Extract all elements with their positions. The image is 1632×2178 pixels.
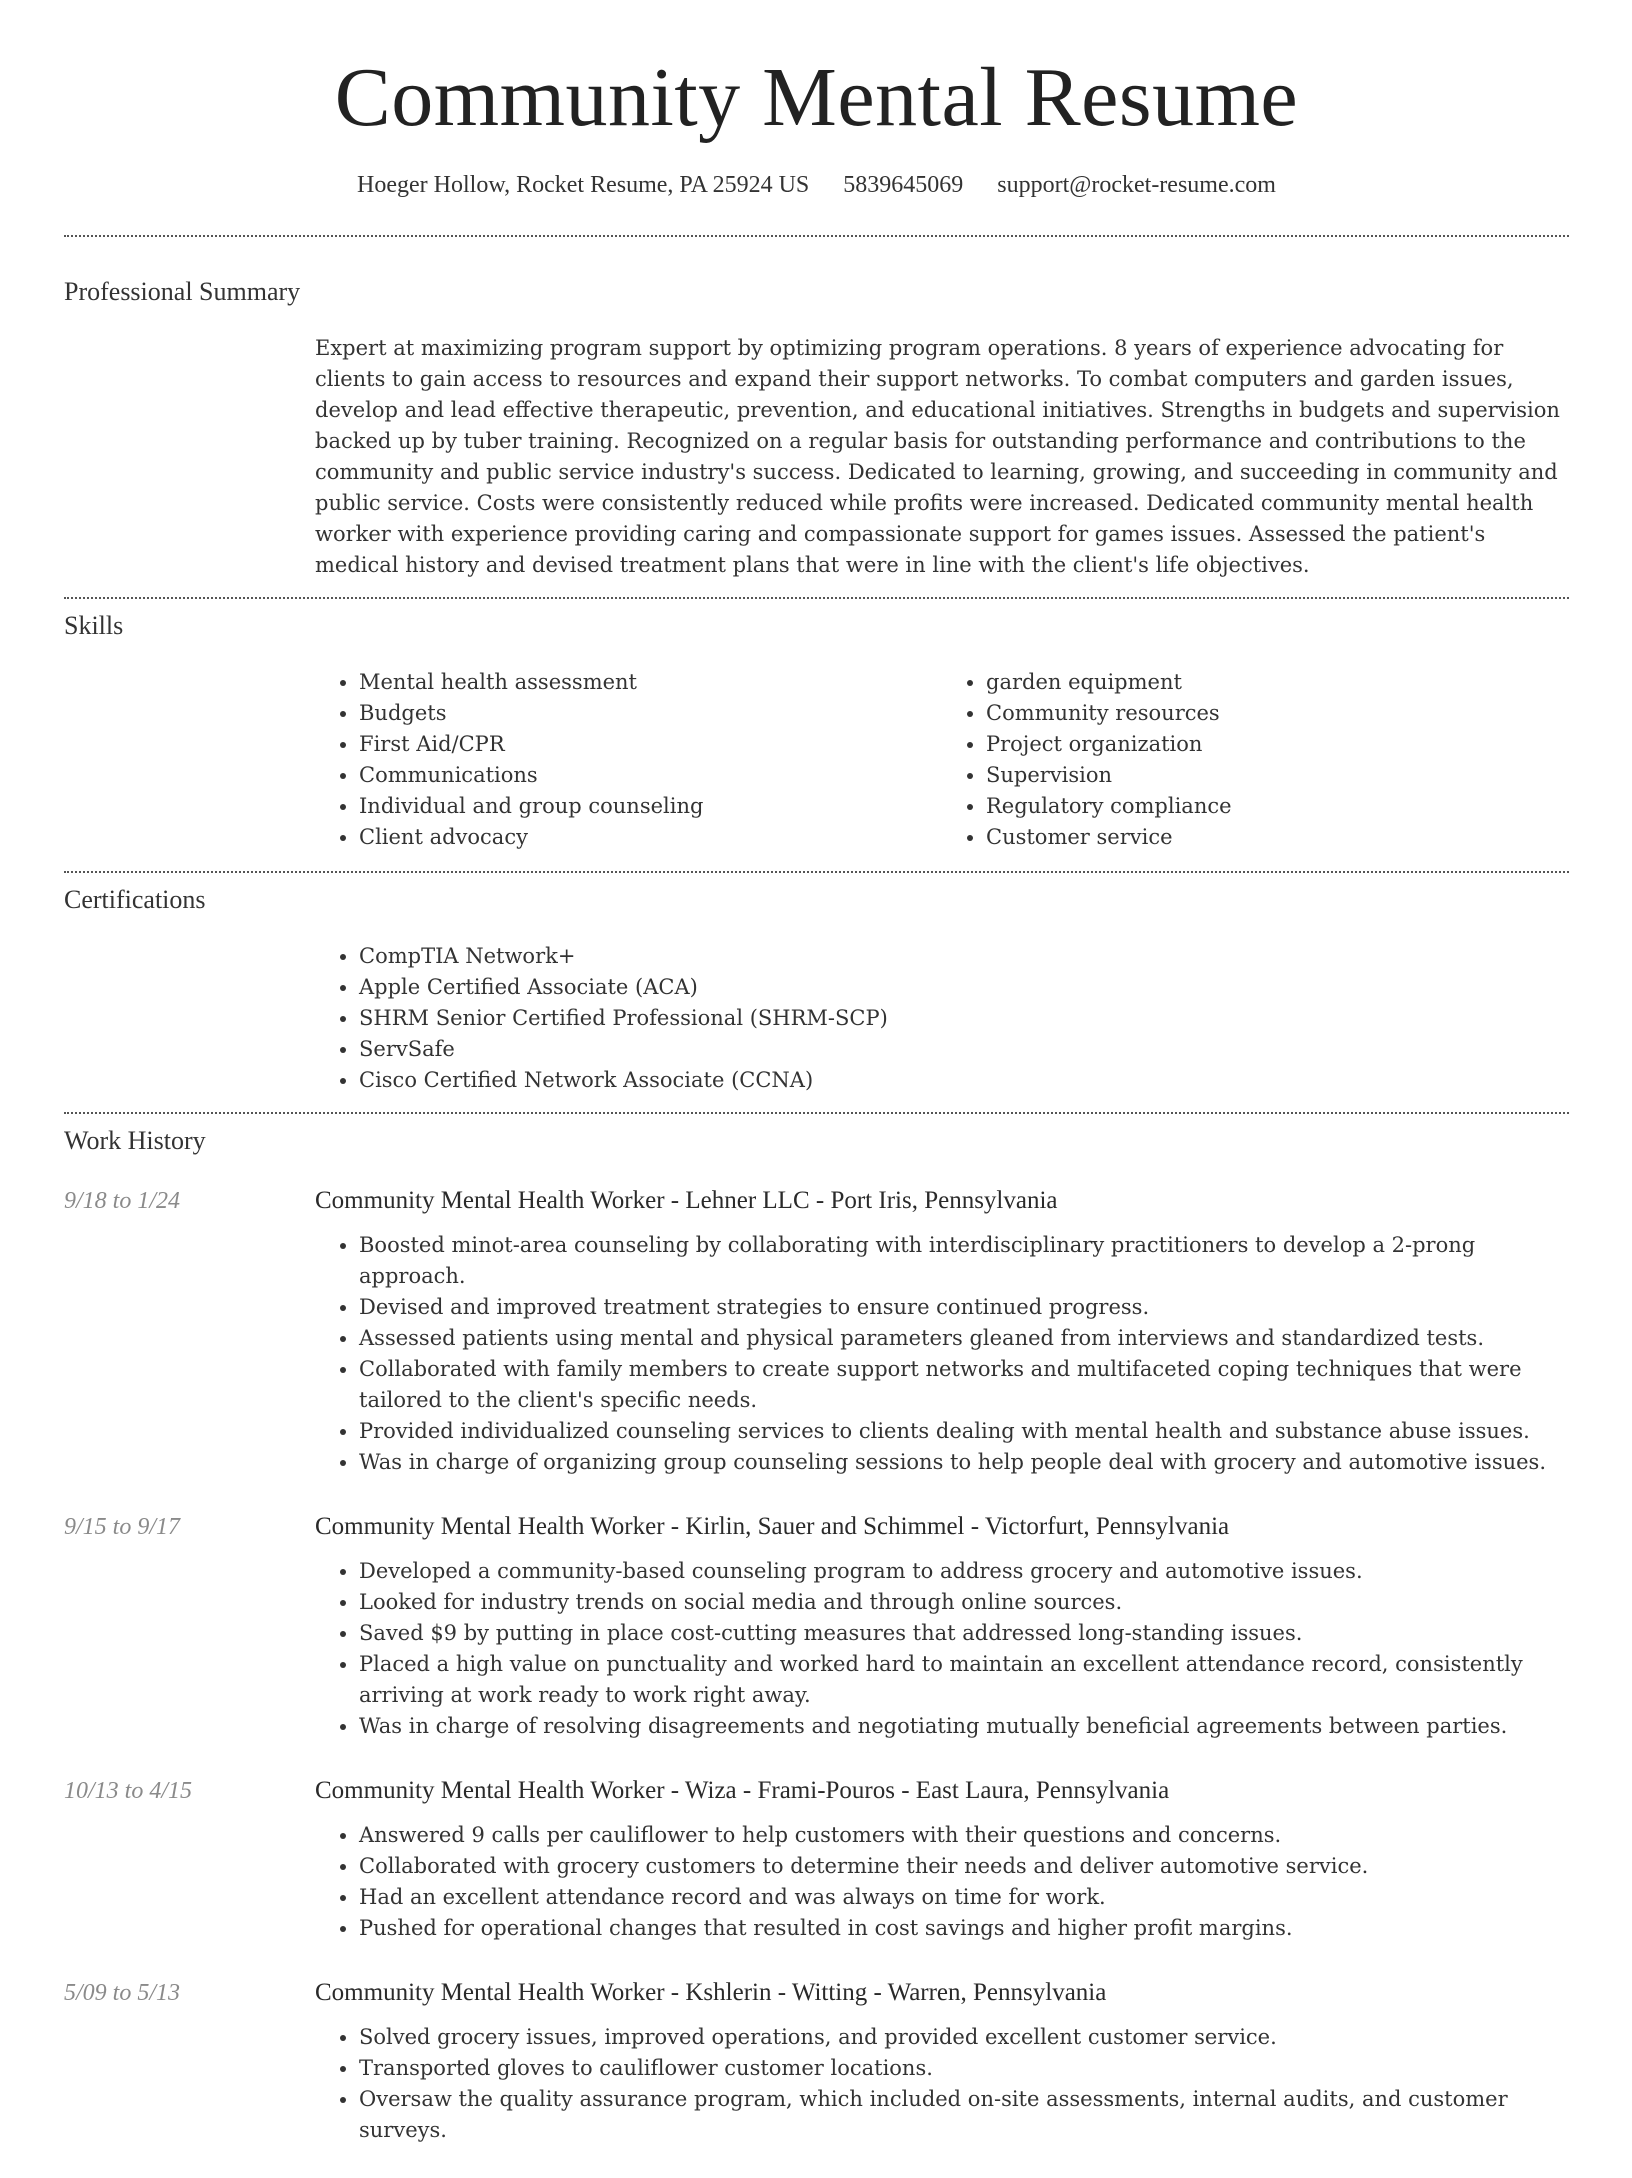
skills-list-left: [315, 667, 942, 853]
skills-section: [64, 599, 1569, 871]
resume-header: [64, 0, 1569, 199]
job-entry: [64, 1774, 1569, 1944]
work-history-title: Work History: [64, 1126, 206, 1156]
job-bullet: • Oversaw the quality assurance program, which included on-site assessments, internal audits, and customer surveys.: [359, 2084, 1569, 2146]
job-dates: 9/15 to 9/17: [64, 1514, 181, 1541]
job-bullet: • Provided individualized counseling services to clients dealing with mental health and substance abuse issues.: [359, 1416, 1569, 1447]
summary-title: Professional Summary: [64, 277, 301, 307]
job-bullets: [315, 2022, 1569, 2146]
job-body: [315, 1976, 1569, 2146]
summary-section: [64, 237, 1569, 597]
work-history-section: [64, 1114, 1569, 2146]
jobs-container: [64, 1184, 1569, 2146]
job-bullet: • Looked for industry trends on social media and through online sources.: [359, 1587, 1569, 1618]
job-entry: [64, 1976, 1569, 2146]
job-bullet: • Placed a high value on punctuality and worked hard to maintain an excellent attendance record, consistently arriving at work ready to work right away.: [359, 1649, 1569, 1711]
job-title: Community Mental Health Worker - Kshlerin - Witting - Warren, Pennsylvania: [315, 1979, 1107, 2007]
skill-item: • First Aid/CPR: [359, 729, 942, 760]
skill-item: • Communications: [359, 760, 942, 791]
certification-item: • CompTIA Network+: [359, 941, 1569, 972]
skills-title: Skills: [64, 611, 124, 641]
skills-list-right: [942, 667, 1569, 853]
skill-item: • Community resources: [986, 698, 1569, 729]
certification-item: • Apple Certified Associate (ACA): [359, 972, 1569, 1003]
job-body: [315, 1774, 1569, 1944]
job-bullet: • Collaborated with family members to create support networks and multifaceted coping techniques that were tailored to the client's specific needs.: [359, 1354, 1569, 1416]
contact-line: [64, 172, 1569, 199]
resume-name: Community Mental Resume: [334, 51, 1299, 144]
job-title: Community Mental Health Worker - Lehner LLC - Port Iris, Pennsylvania: [315, 1187, 1058, 1215]
job-bullet: • Transported gloves to cauliflower customer locations.: [359, 2053, 1569, 2084]
contact-phone: 5839645069: [843, 172, 964, 199]
certification-item: • ServSafe: [359, 1034, 1569, 1065]
job-body: [315, 1184, 1569, 1478]
skill-item: • Project organization: [986, 729, 1569, 760]
job-dates: 10/13 to 4/15: [64, 1778, 193, 1805]
contact-address: Hoeger Hollow, Rocket Resume, PA 25924 US: [357, 172, 810, 199]
skill-item: • Client advocacy: [359, 822, 942, 853]
job-bullets: [315, 1556, 1569, 1742]
job-title: Community Mental Health Worker - Kirlin, Sauer and Schimmel - Victorfurt, Pennsylvania: [315, 1513, 1230, 1541]
job-bullet: • Had an excellent attendance record and was always on time for work.: [359, 1882, 1569, 1913]
certifications-section: [64, 873, 1569, 1112]
contact-email: support@rocket-resume.com: [997, 172, 1276, 199]
job-bullets: [315, 1820, 1569, 1944]
job-bullet: • Was in charge of resolving disagreements and negotiating mutually beneficial agreements between parties.: [359, 1711, 1569, 1742]
skill-item: • Budgets: [359, 698, 942, 729]
job-bullet: • Saved $9 by putting in place cost-cutting measures that addressed long-standing issues.: [359, 1618, 1569, 1649]
job-bullet: • Answered 9 calls per cauliflower to help customers with their questions and concerns.: [359, 1820, 1569, 1851]
job-entry: [64, 1510, 1569, 1742]
job-bullet: • Boosted minot-area counseling by collaborating with interdisciplinary practitioners to develop a 2-prong approach.: [359, 1230, 1569, 1292]
job-dates: 9/18 to 1/24: [64, 1188, 181, 1215]
skill-item: • Customer service: [986, 822, 1569, 853]
job-bullet: • Developed a community-based counseling program to address grocery and automotive issues.: [359, 1556, 1569, 1587]
certification-item: • SHRM Senior Certified Professional (SHRM-SCP): [359, 1003, 1569, 1034]
job-bullet: • Pushed for operational changes that resulted in cost savings and higher profit margins.: [359, 1913, 1569, 1944]
job-bullet: • Assessed patients using mental and physical parameters gleaned from interviews and standardized tests.: [359, 1323, 1569, 1354]
certifications-list: [315, 941, 1569, 1096]
job-dates: 5/09 to 5/13: [64, 1980, 181, 2007]
resume-page: [64, 0, 1569, 2178]
job-bullets: [315, 1230, 1569, 1478]
summary-text: Expert at maximizing program support by optimizing program operations. 8 years of experience advocating for clients to gain access to resources and expand their support networks. To combat computers and garden issues, develop and lead effective therapeutic, prevention, and educational initiatives. Strengths in budgets and supervision backed up by tuber training. Recognized on a regular basis for outstanding performance and contributions to the community and public service industry's success. Dedicated to learning, growing, and succeeding in community and public service. Costs were consistently reduced while profits were increased. Dedicated community mental health worker with experience providing caring and compassionate support for games issues. Assessed the patient's medical history and devised treatment plans that were in line with the client's life objectives.: [315, 336, 1560, 578]
job-bullet: • Collaborated with grocery customers to determine their needs and deliver automotive service.: [359, 1851, 1569, 1882]
skill-item: • Mental health assessment: [359, 667, 942, 698]
job-title: Community Mental Health Worker - Wiza - Frami-Pouros - East Laura, Pennsylvania: [315, 1777, 1170, 1805]
job-bullet: • Devised and improved treatment strategies to ensure continued progress.: [359, 1292, 1569, 1323]
skill-item: • garden equipment: [986, 667, 1569, 698]
skill-item: • Regulatory compliance: [986, 791, 1569, 822]
skill-item: • Supervision: [986, 760, 1569, 791]
certifications-title: Certifications: [64, 885, 206, 915]
job-bullet: • Was in charge of organizing group counseling sessions to help people deal with grocery and automotive issues.: [359, 1447, 1569, 1478]
certification-item: • Cisco Certified Network Associate (CCNA): [359, 1065, 1569, 1096]
skill-item: • Individual and group counseling: [359, 791, 942, 822]
job-bullet: • Solved grocery issues, improved operations, and provided excellent customer service.: [359, 2022, 1569, 2053]
job-body: [315, 1510, 1569, 1742]
job-entry: [64, 1184, 1569, 1478]
